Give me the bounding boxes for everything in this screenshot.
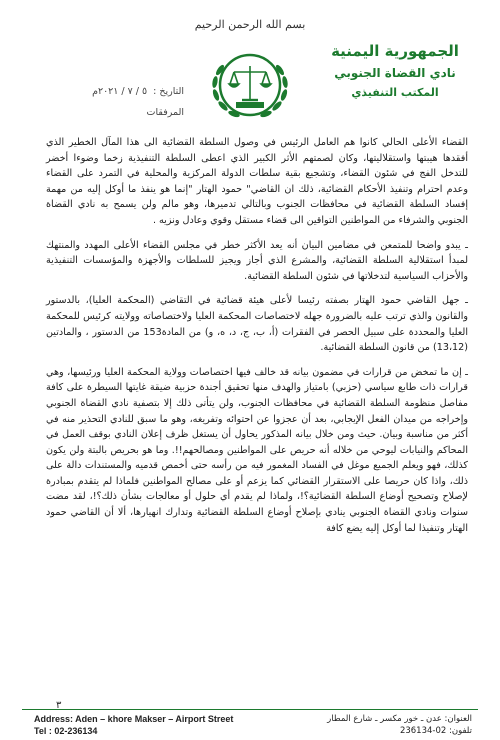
tel-en: Tel : 02-236134 (34, 726, 98, 736)
org-office: المكتب التنفيذي (351, 86, 439, 99)
scales-of-justice-logo-icon (200, 40, 300, 130)
address-en: Address: Aden – khore Makser – Airport Street (34, 714, 234, 724)
date-label: التاريخ : (153, 86, 184, 97)
paragraph: ـ يبدو واضحا للمتمعن في مضامين البيان أنه يعد الأكثر خطر في مجلس القضاء الأعلى المهدد والمنتهك لمبدأ استقلالية السلطة القضائية، والمشرع الذي أجاز ويجيز للسلطات والأجهزة والمؤسسات التنفيذية والأحزاب السياسية لتدخلاتها في شئون السلطة القضائية. (46, 239, 468, 282)
basmala: بسم الله الرحمن الرحيم (194, 18, 306, 31)
page-number: ٣ (56, 700, 62, 711)
paragraph: ـ إن ما تمخض من قرارات في مضمون بيانه قد خالف فيها اختصاصات وولاية المحكمة العليا ورئيسها، وهي قرارات ذات طابع سياسي (حزبي) بامتياز والهدف منها تحقيق أجندة حزبية ضيقة غايتها السيطرة على كافة مفاصل منظومة السلطة القضائية في محافظات الجنوب، ولن يتأتى ذلك إلا بتصفية نادي القضاة الجنوبي وإخراجه من ميدان الفعل الإيجابي، بعد أن عجزوا عن احتوائه وتفريغه، وهو ما سبق للنادي التحذير منه في أكثر من مناسبة وبيان. حيث ومن خلال بيانه المذكور يحاول أن يستغل ظرف إعلان النادي بوقف العمل في المحاكم والنيابات ليوحي من خلاله أنه حريص على المواطنين ومصالحهم!!. وما هو بحريص بالبتة ولن يكون كذلك، فهو ويعلم الجميع موغل في الفساد المغمور فيه من رأسه حتى أخمص قدميه والمستندات دالة على ذلك، واذا كان حريصا على الاستقرار القضائي كما يزعم أو على مصالح المواطنين فلماذا لم يتقدم بمبادرة لإصلاح وتصحيح أوضاع السلطة القضائية؟!، ولماذا لم يقدم أي حلول أو معالجات بشأن ذلك؟!، لقد مضت سنوات ونادي القضاة الجنوبي ينادي بإصلاح أوضاع السلطة القضائية وتدارك انهيارها، ألا أن القاضي حمود الهتار وتنفيذا لما أوكل إليه يضع كافة (46, 366, 468, 534)
tel-ar: تلفون: 02-236134 (399, 726, 472, 736)
org-name: نادي القضاة الجنوبي (334, 66, 456, 80)
paragraph: ـ جهل القاضي حمود الهتار بصفته رئيسا لأعلى هيئة قضائية في التقاضي (المحكمة العليا)، بالدستور والقانون والذي ترتب عليه بالضرورة جهله لاختصاصات المحكمة العليا ولاختصاصاته وولايته كرئيس للمحكمة العليا والمحددة على سبيل الحصر في الفقرات (أ، ب، ج، د، ه، و) من المادة153 من الدستور ، والمادتين (13،12) من قانون السلطة القضائية. (46, 295, 469, 354)
date-reference-block (34, 86, 184, 118)
footer-contact-ar (272, 713, 472, 737)
date-value: ٥ / ٧ / ٢٠٢١م (92, 86, 148, 97)
organization-header (320, 42, 470, 99)
address-ar: العنوان: عدن ـ خور مكسر ـ شارع المطار (327, 714, 472, 724)
attachments-label: المرفقات (146, 107, 184, 118)
org-country: الجمهورية اليمنية (331, 42, 459, 60)
paragraph: القضاء الأعلى الحالي كانوا هم العامل الرئيس في وصول السلطة القضائية الى هذا المآل الخطير الذي أفقدها هيبتها واستقلاليتها، وكان لصمتهم الأثر الكبير الذي اعطى السلطة التنفيذية زخما وضوءا أخضر للتدخل الفج في شئون القضاء، وتشجيع بقية سلطات الدولة المركزية والمحلية في التمرد على القضاء وعدم احترام وتنفيذ الأحكام القضائية، ذلك ان القاضي" حمود الهتار "إنما هو ينفذ ما أوكل إليه من مهمة إفساد السلطة القضائية في محافظات الجنوب وبالتالي تدميرها، وهو مالم ولن يسمح به نادي القضاة الجنوبي والشرفاء من المواطنين التواقين الى قضاء مستقل وقوي وعادل ونزيه . (46, 137, 468, 226)
footer-contact-en (34, 713, 233, 737)
letter-body (46, 135, 468, 545)
footer-divider (22, 709, 478, 710)
